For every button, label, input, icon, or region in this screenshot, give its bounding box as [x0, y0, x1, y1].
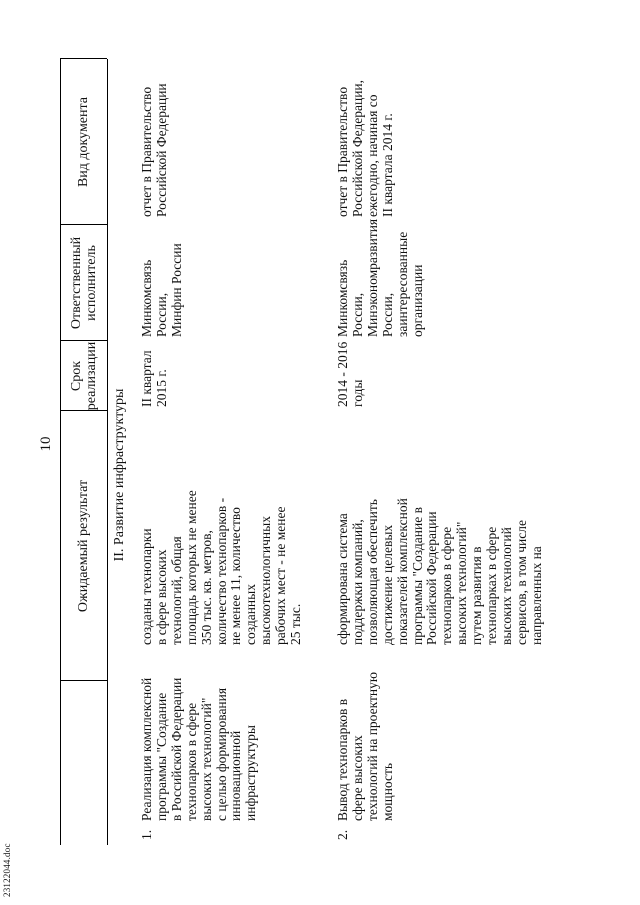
row-event: Реализация комплексной программы "Создание в Российской Федерации технопарков в сфере высоких технологий" с целью формирования инновационной инфраструктуры [139, 677, 259, 821]
row-doc-type: отчет в Правительство Российской Федерации [139, 83, 169, 217]
row-number: 2. [335, 829, 350, 840]
document-id: 23122044.doc [2, 843, 12, 897]
row-responsible: Минкомсвязь России, Минфин России [139, 243, 184, 337]
header-term: Срок реализации [68, 341, 99, 411]
header-doc-type: Вид документа [76, 96, 91, 188]
row-term: 2014 - 2016 годы [335, 341, 365, 407]
header-bottom-border [107, 59, 108, 845]
section-title: II. Развитие инфраструктуры [112, 388, 127, 562]
header-result: Ожидаемый результат [76, 479, 91, 613]
page-number: 10 [38, 436, 54, 452]
row-responsible: Минкомсвязь России, Минэкономразвития России, заинтересованные организации [335, 218, 425, 337]
row-number: 1. [139, 829, 154, 840]
row-result: сформирована система поддержки компаний, позволяющая обеспечить достижение целевых показателей комплексной программы "Создание в Российской Федерации технопарков в сфере высоких технологий" путем развития в технопарках в сфере высоких технологий сервисов, в том числе направленных на [335, 498, 544, 645]
row-term: II квартал 2015 г. [139, 350, 169, 407]
row-doc-type: отчет в Правительство Российской Федерации, ежегодно, начиная со II квартала 2014 г. [335, 79, 395, 217]
header-responsible: Ответственный исполнитель [68, 236, 99, 330]
row-result: созданы технопарки в сфере высоких технологий, общая площадь которых не менее 350 тыс. кв. метров, количество технопарков - не менее 11, количество созданных высокотехнологичных рабочих мест - не менее 25 тыс. [139, 490, 304, 645]
row-event: Вывод технопарков в сфере высоких технологий на проектную мощность [335, 672, 395, 821]
